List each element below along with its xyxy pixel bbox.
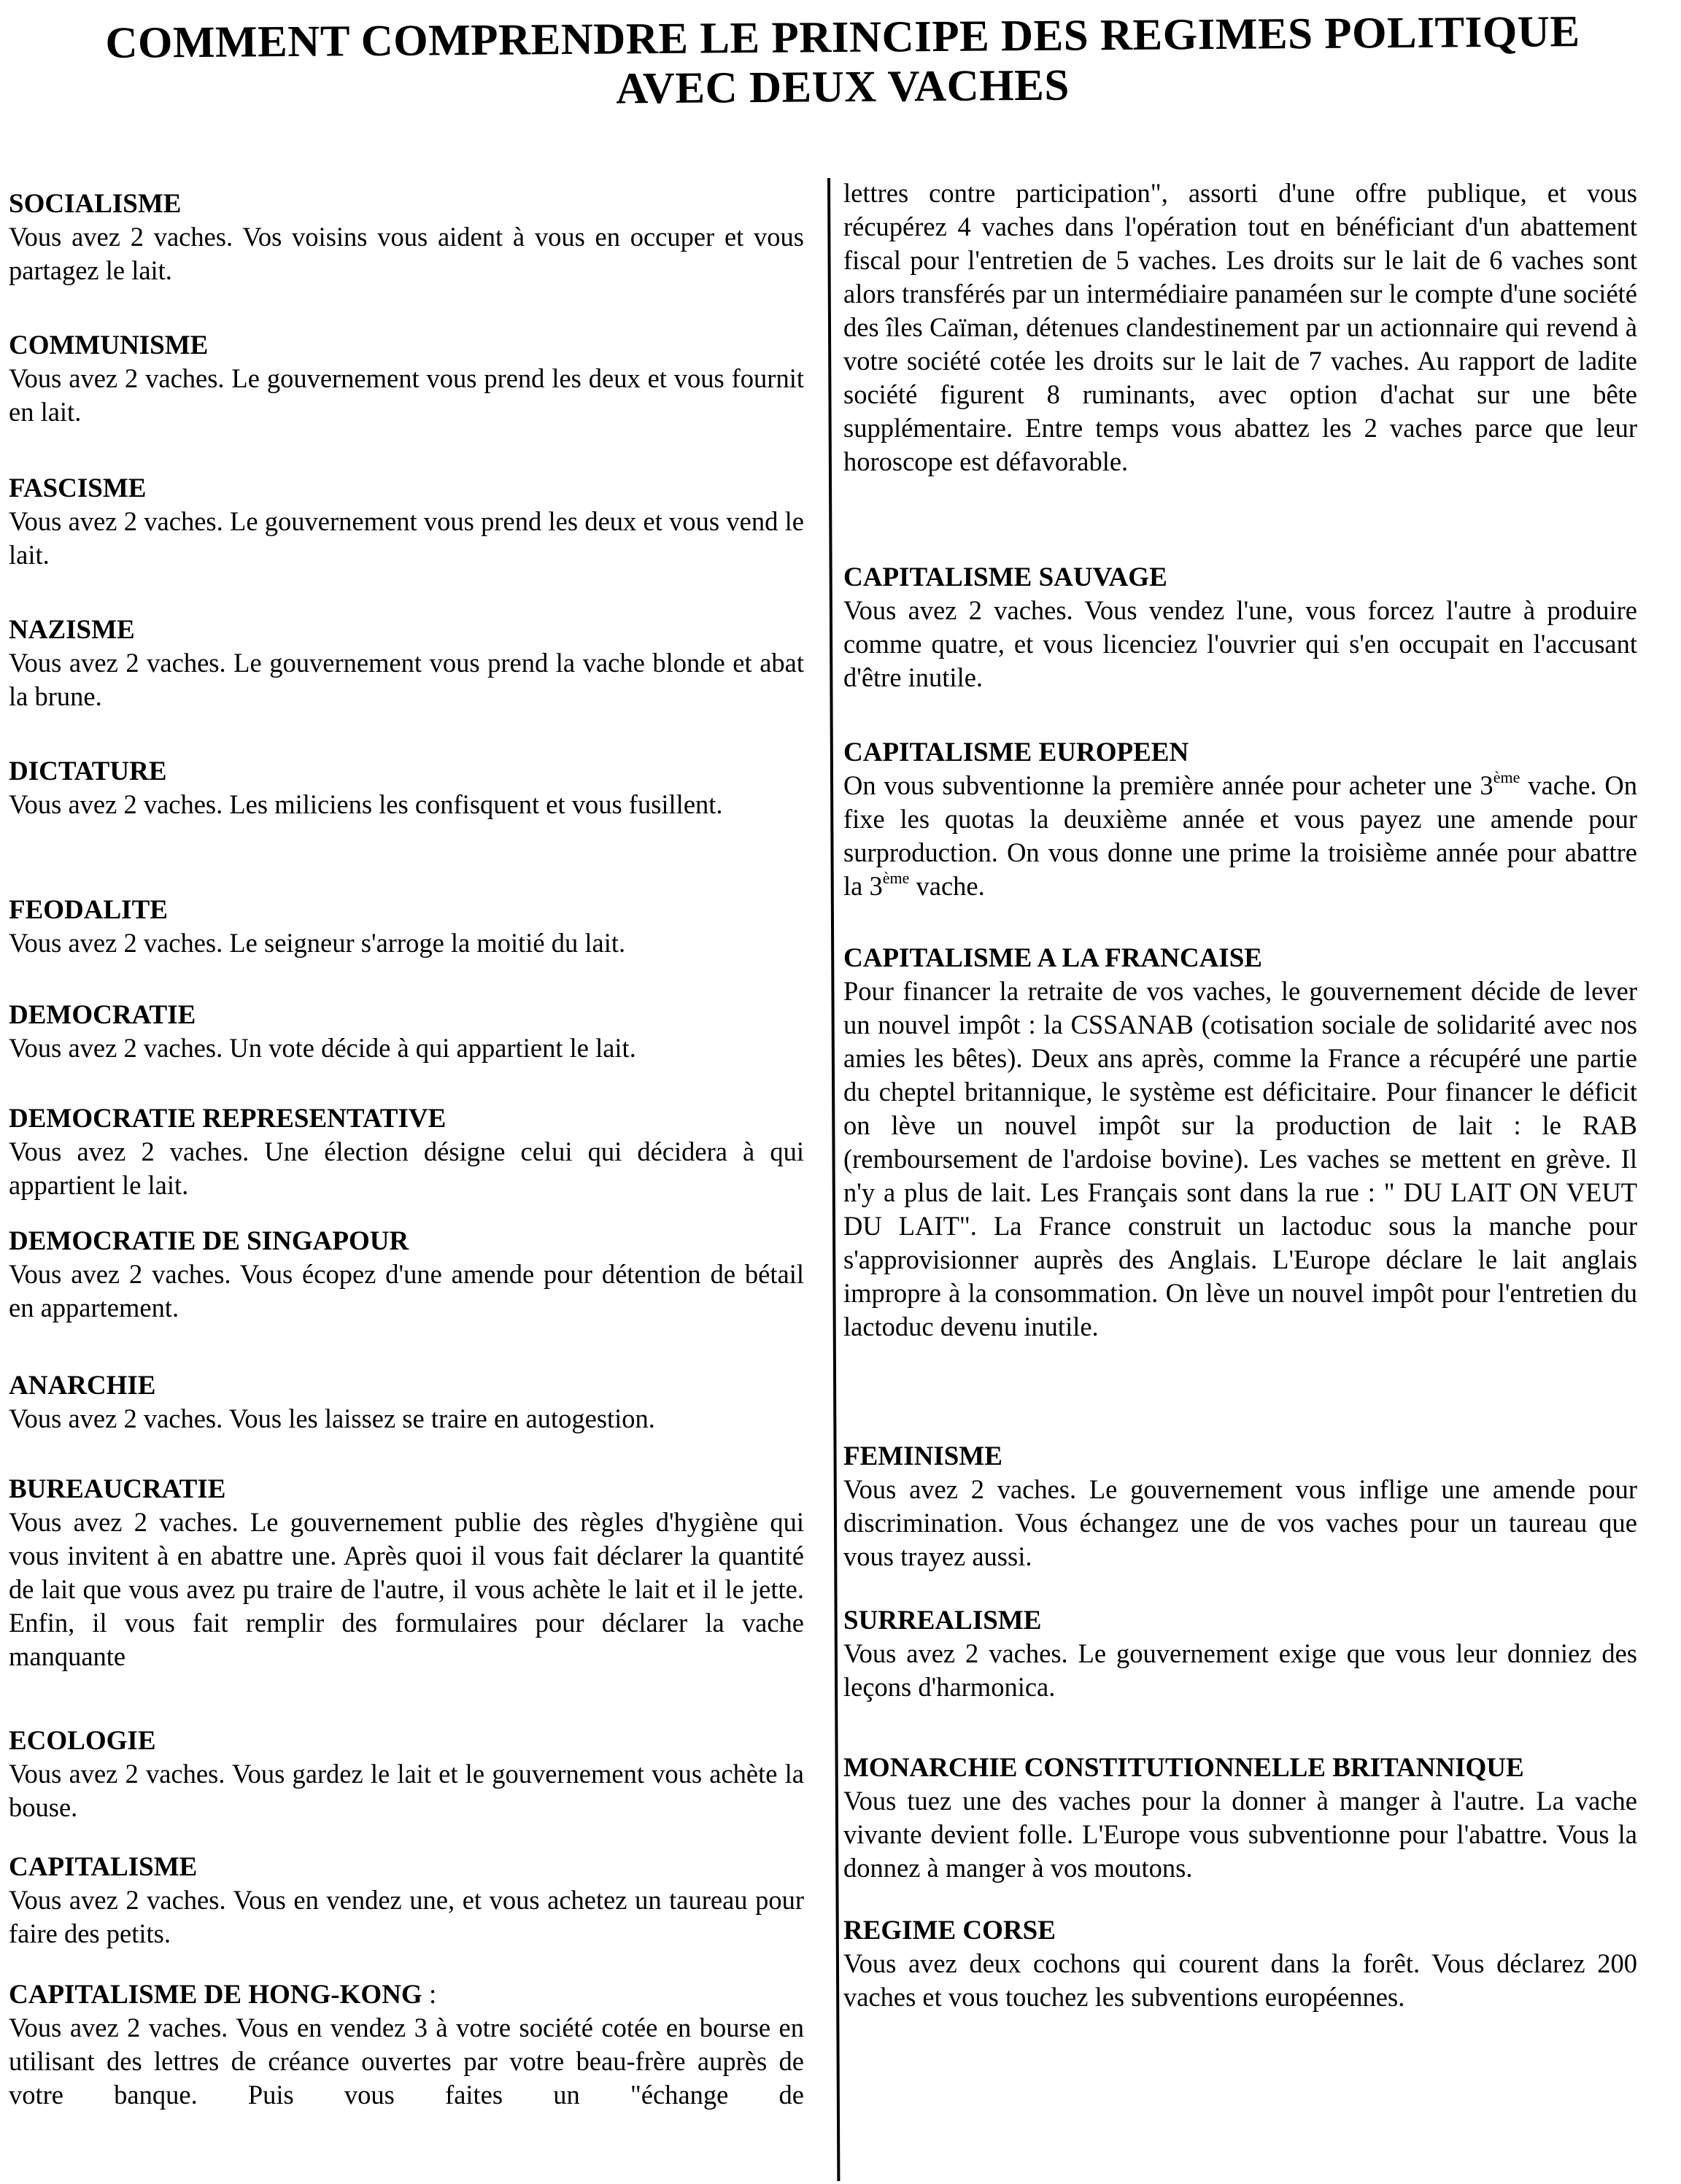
text-part: On vous subventionne la première année pour acheter une 3 (843, 770, 1493, 800)
regime-heading: FEMINISME (843, 1441, 1002, 1471)
regime-heading: MONARCHIE CONSTITUTIONNELLE BRITANNIQUE (843, 1753, 1524, 1783)
regime-description: Vous avez 2 vaches. Vous vendez l'une, vous forcez l'autre à produire comme quatre, et vous licenciez l'ouvrier qui s'en occupait en l'accusant d'être inutile. (843, 595, 1637, 692)
regime-section-surrealisme (843, 1605, 1637, 1704)
regime-heading: COMMUNISME (9, 330, 209, 360)
regime-section-feminisme (843, 1441, 1637, 1573)
regime-heading: CAPITALISME EUROPEEN (843, 737, 1189, 767)
regime-heading-text: CAPITALISME DE HONG-KONG (9, 1980, 422, 2010)
regime-description: Vous avez 2 vaches. Le gouvernement publie des règles d'hygiène qui vous invitent à en abattre une. Après quoi il vous fait déclarer la quantité de lait que vous avez pu traire de l'autre, il vous achète le lait et il le jette. Enfin, il vous fait remplir des formulaires pour déclarer la vache manquante (9, 1507, 804, 1671)
regime-description: Vous avez 2 vaches. Les miliciens les confisquent et vous fusillent. (9, 789, 723, 819)
regime-section-bureaucratie (9, 1474, 804, 1673)
regime-description: Vous avez 2 vaches. Le seigneur s'arroge la moitié du lait. (9, 928, 626, 958)
ordinal-superscript: ème (882, 869, 910, 887)
regime-description: Pour financer la retraite de vos vaches, le gouvernement décide de lever un nouvel impôt : la CSSANAB (cotisation sociale de solidarité avec nos amies les bêtes). Deux ans après, comme la France a récupéré une partie du cheptel britannique, le système est déficitaire. Pour financer le déficit on lève un nouvel impôt sur la production de lait : le RAB (remboursement de l'ardoise bovine). Les vaches se mettent en grève. Il n'y a plus de lait. Les Français sont dans la rue : " DU LAIT ON VEUT DU LAIT". La France construit un lactoduc sous la manche pour s'approvisionner auprès des Anglais. L'Europe déclare le lait anglais impropre à la consommation. On lève un nouvel impôt pour l'entretien du lactoduc devenu inutile. (843, 976, 1637, 1341)
regime-section-socialisme (9, 188, 804, 287)
regime-heading: NAZISME (9, 615, 135, 645)
regime-description-continued: lettres contre participation", assorti d'une offre publique, et vous récupérez 4 vaches dans l'opération tout en bénéficiant d'un abattement fiscal pour l'entretien de 5 vaches. Les droits sur le lait de 6 vaches sont alors transférés par un intermédiaire panaméen sur le compte d'une société des îles Caïman, détenues clandestinement par un actionnaire qui revend à votre société cotée les droits sur le lait de 7 vaches. Au rapport de ladite société figurent 8 ruminants, avec option d'achat sur une bête supplémentaire. Entre temps vous abattez les 2 vaches parce que leur horoscope est défavorable. (843, 178, 1637, 476)
regime-section-capitalisme-sauvage (843, 562, 1637, 694)
regime-section-dictature (9, 756, 804, 821)
regime-description: Vous avez 2 vaches. Le gouvernement vous prend la vache blonde et abat la brune. (9, 648, 804, 711)
regime-heading: BUREAUCRATIE (9, 1474, 226, 1504)
regime-heading: CAPITALISME (9, 1852, 198, 1882)
regime-description: Vous avez 2 vaches. Vous gardez le lait et le gouvernement vous achète la bouse. (9, 1759, 804, 1822)
regime-section-capitalisme-de-hong-kong (9, 1979, 804, 2112)
regime-description: Vous avez 2 vaches. Vous en vendez 3 à votre société cotée en bourse en utilisant des lettres de créance ouvertes par votre beau-frère auprès de votre banque. Puis vous faites un "échange de (9, 2013, 804, 2110)
regime-section-fascisme (9, 473, 804, 572)
text-part: vache. (909, 871, 985, 901)
regime-section-capitalisme (9, 1851, 804, 1951)
regime-description: Vous avez 2 vaches. Une élection désigne celui qui décidera à qui appartient le lait. (9, 1136, 804, 1200)
heading-colon: : (422, 1980, 437, 2010)
regime-heading: SOCIALISME (9, 189, 182, 219)
regime-description: Vous avez 2 vaches. Vous les laissez se traire en autogestion. (9, 1403, 655, 1433)
regime-section-democratie-representative (9, 1103, 804, 1202)
regime-section-capitalisme-europeen (843, 737, 1637, 903)
regime-heading: DEMOCRATIE (9, 1000, 196, 1030)
regime-description: Vous avez 2 vaches. Vous écopez d'une amende pour détention de bétail en appartement. (9, 1259, 804, 1323)
regime-section-democratie (9, 999, 804, 1065)
regime-section-capitalisme-de-hong-kong-continued (843, 177, 1637, 479)
regime-heading: DEMOCRATIE DE SINGAPOUR (9, 1226, 409, 1256)
regime-heading: CAPITALISME SAUVAGE (843, 562, 1167, 592)
regime-description: Vous avez 2 vaches. Le gouvernement vous prend les deux et vous vend le lait. (9, 506, 804, 570)
regime-section-communisme (9, 330, 804, 429)
regime-description: Vous avez 2 vaches. Vos voisins vous aident à vous en occuper et vous partagez le lait. (9, 222, 804, 285)
regime-heading: ECOLOGIE (9, 1726, 156, 1756)
document-title-line-1: COMMENT COMPRENDRE LE PRINCIPE DES REGIMES POLITIQUE (105, 7, 1580, 68)
regime-section-nazisme (9, 614, 804, 713)
column-divider (827, 178, 840, 2181)
regime-heading: CAPITALISME A LA FRANCAISE (843, 943, 1262, 973)
regime-description: Vous avez 2 vaches. Vous en vendez une, et vous achetez un taureau pour faire des petits. (9, 1885, 804, 1948)
ordinal-superscript: ème (1493, 768, 1520, 786)
regime-section-ecologie (9, 1725, 804, 1824)
regime-heading: SURREALISME (843, 1606, 1042, 1635)
regime-section-regime-corse (843, 1915, 1637, 2014)
regime-heading: FEODALITE (9, 895, 168, 925)
regime-description: Vous avez 2 vaches. Un vote décide à qui appartient le lait. (9, 1033, 636, 1063)
regime-description: Vous avez 2 vaches. Le gouvernement vous prend les deux et vous fournit en lait. (9, 363, 804, 427)
regime-heading: DEMOCRATIE REPRESENTATIVE (9, 1104, 447, 1134)
regime-section-anarchie (9, 1370, 804, 1436)
regime-description: Vous tuez une des vaches pour la donner à manger à l'autre. La vache vivante devient folle. L'Europe vous subventionne pour l'abattre. Vous la donnez à manger à vos moutons. (843, 1786, 1637, 1883)
regime-description: Vous avez deux cochons qui courent dans la forêt. Vous déclarez 200 vaches et vous touchez les subventions européennes. (843, 1948, 1637, 2012)
regime-heading: ANARCHIE (9, 1371, 156, 1401)
regime-heading (9, 1979, 804, 2011)
regime-description (843, 769, 1637, 903)
document-title-line-2: AVEC DEUX VACHES (615, 61, 1070, 114)
regime-heading: FASCISME (9, 473, 147, 503)
regime-section-capitalisme-a-la-francaise (843, 942, 1637, 1344)
regime-section-monarchie-constitutionnelle-britannique (843, 1752, 1637, 1885)
regime-description: Vous avez 2 vaches. Le gouvernement exige que vous leur donniez des leçons d'harmonica. (843, 1638, 1637, 1702)
regime-section-democratie-de-singapour (9, 1225, 804, 1325)
regime-section-feodalite (9, 894, 804, 960)
regime-description: Vous avez 2 vaches. Le gouvernement vous inflige une amende pour discrimination. Vous échangez une de vos vaches pour un taureau que vous trayez aussi. (843, 1474, 1637, 1571)
text-part: vache. On fixe les quotas la deuxième année et vous payez une amende pour surproduction. On vous donne une prime la troisième année pour abattre la 3 (843, 770, 1637, 901)
regime-heading: DICTATURE (9, 756, 167, 786)
regime-heading: REGIME CORSE (843, 1916, 1056, 1945)
